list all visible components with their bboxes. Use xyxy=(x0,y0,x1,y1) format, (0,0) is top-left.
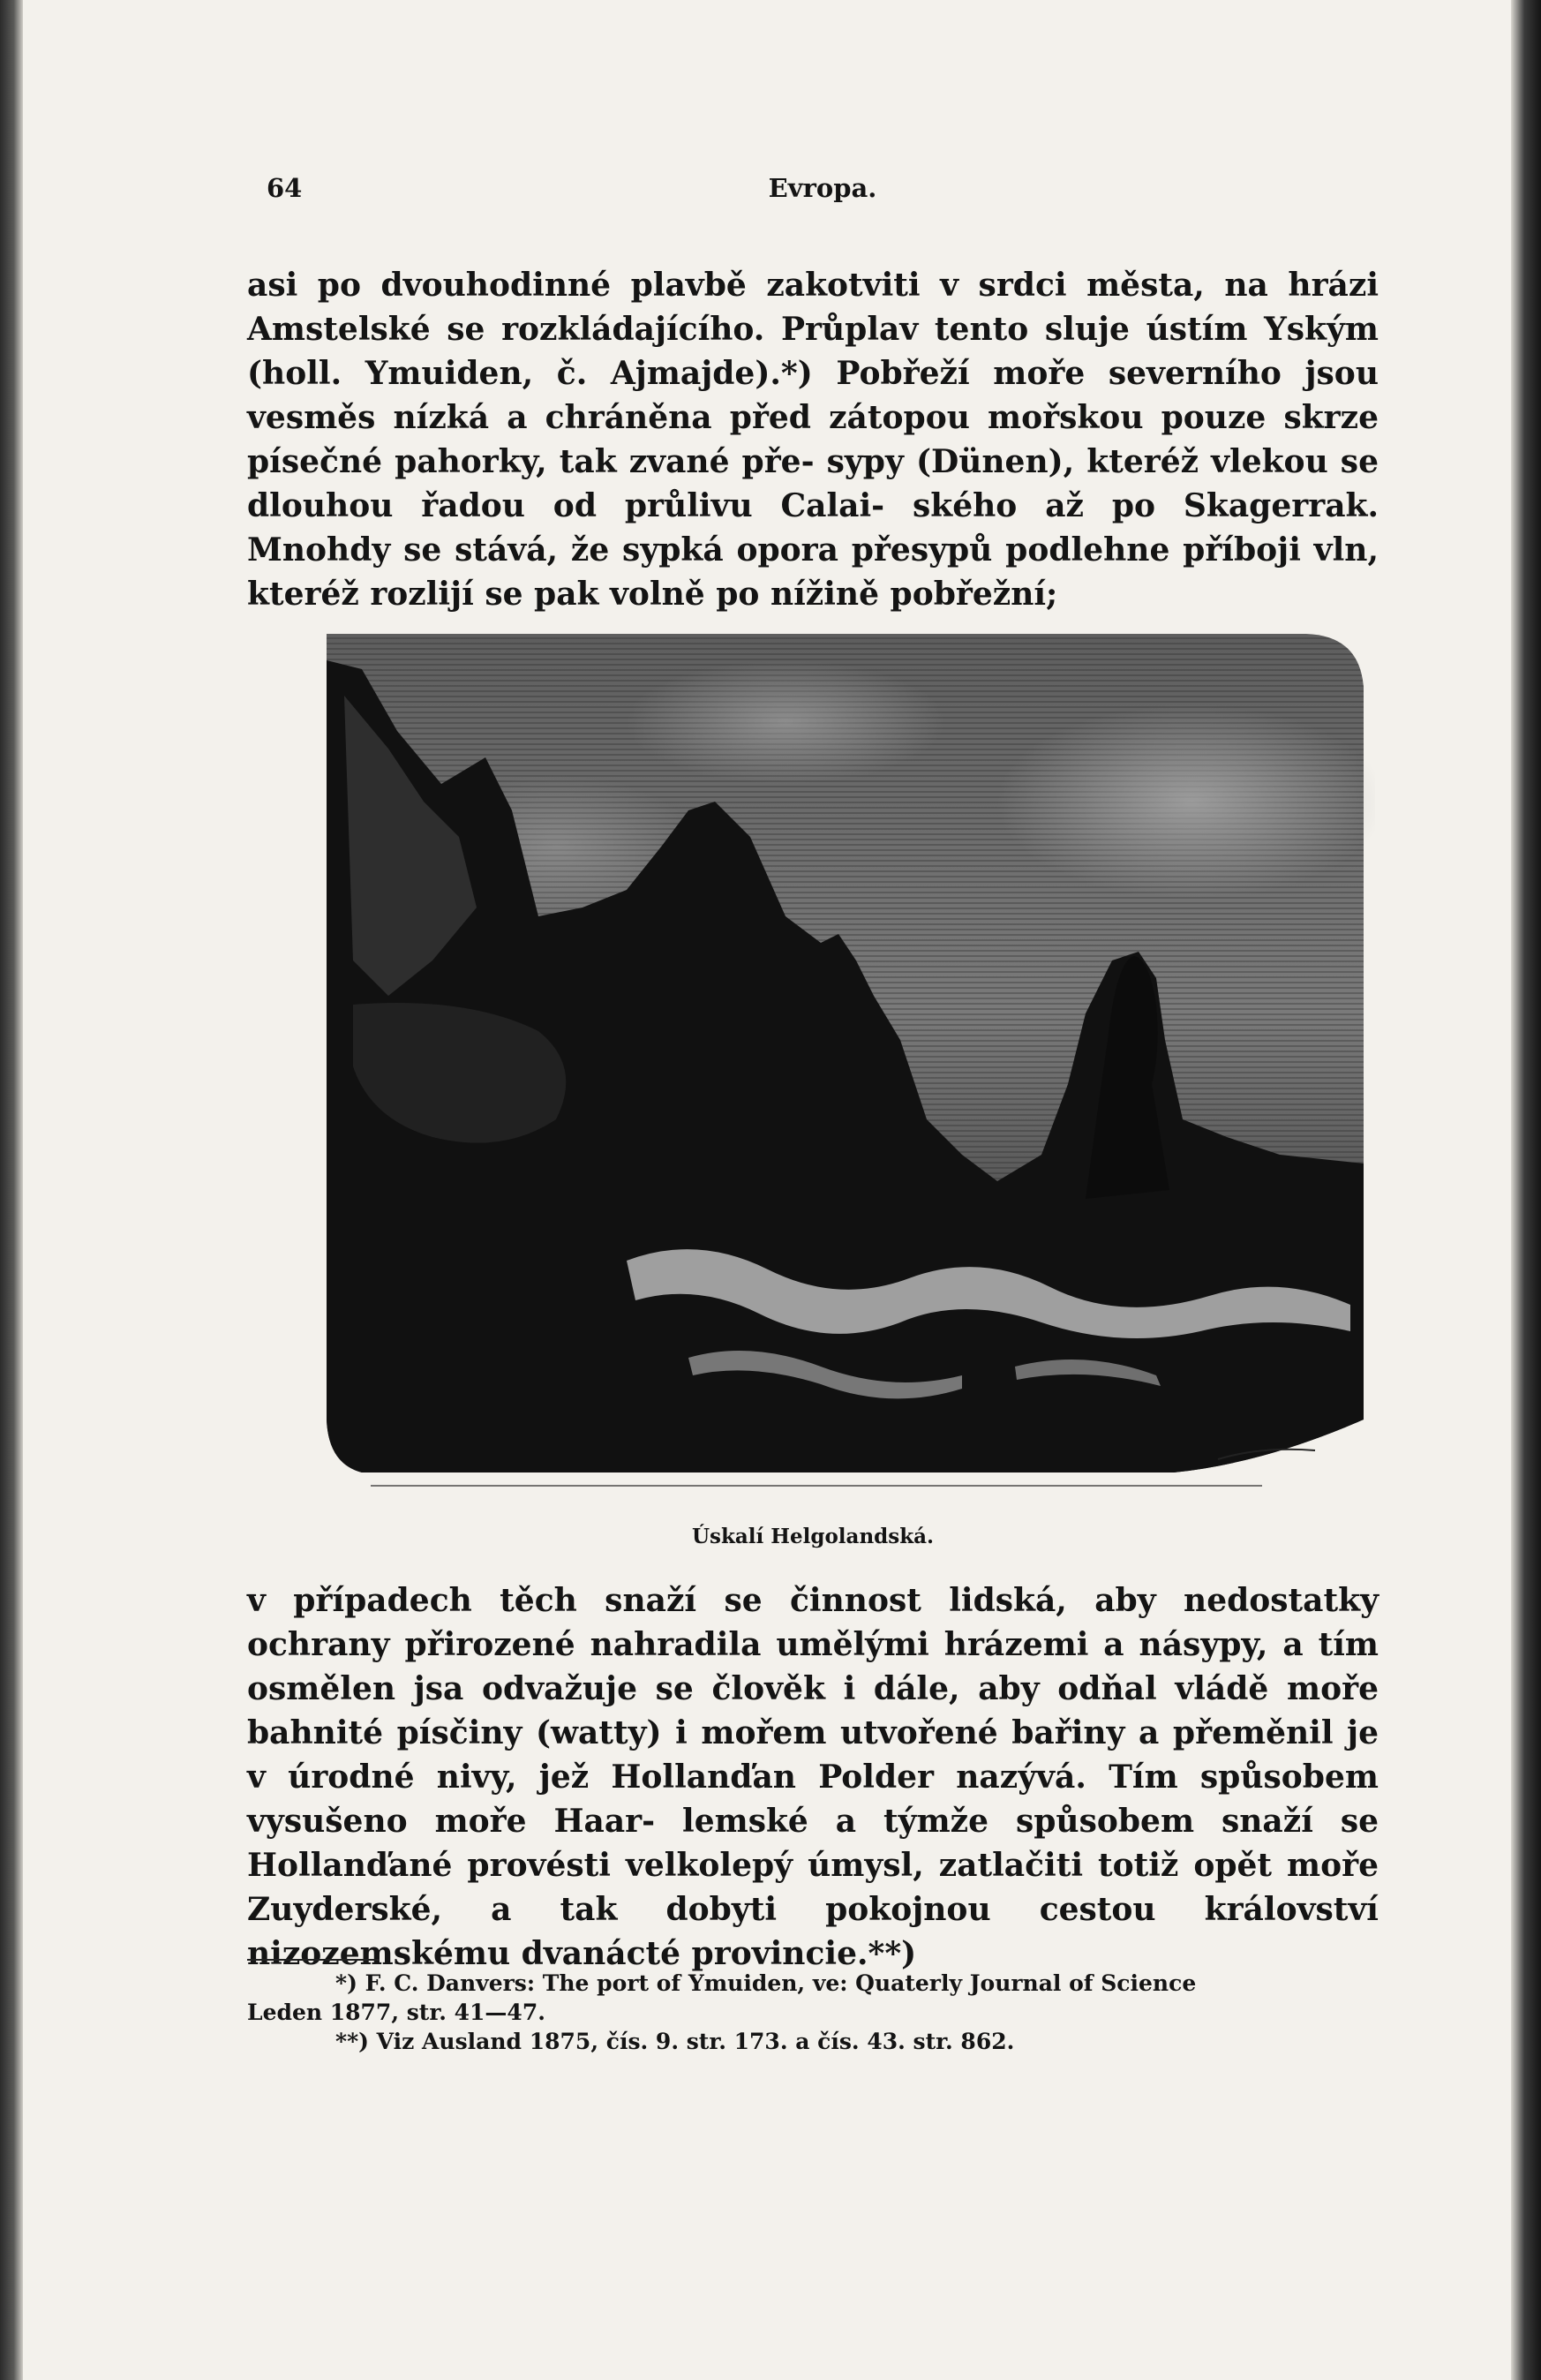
footnote-1-continued: Leden 1877, str. 41—47. xyxy=(247,2000,545,2025)
paragraph-1-line-3: č. Ajmajde).*) Pobřeží moře severního jsou vesměs nízká a chráněna xyxy=(247,355,1379,436)
paragraph-2-line-5: Hollanďan Polder nazývá. Tím spůsobem vysušeno moře Haar- xyxy=(247,1759,1379,1840)
paragraph-1 xyxy=(247,263,1379,613)
paragraph-2-line-2: přirozené nahradila umělými hrázemi a násypy, a tím osmělen jsa xyxy=(247,1626,1379,1707)
scan-shadow-left xyxy=(0,0,23,2380)
engraving-helgoland-cliffs xyxy=(291,625,1375,1497)
paragraph-2-line-3: odvažuje se člověk i dále, aby odňal vládě moře bahnité písčiny xyxy=(247,1670,1379,1751)
paragraph-2-line-4: (watty) i mořem utvořené bařiny a přeměnil je v úrodné nivy, jež xyxy=(247,1714,1379,1796)
book-page xyxy=(247,0,1379,2380)
figure-caption: Úskalí Helgolandská. xyxy=(691,1525,935,1548)
paragraph-2-line-6: lemské a týmže spůsobem snaží se Hollanďané provésti velkolepý xyxy=(247,1803,1379,1884)
paragraph-2-line-1: v případech těch snaží se činnost lidská, aby nedostatky ochrany xyxy=(247,1582,1379,1663)
paragraph-2-line-8: cestou království nizozemskému dvanácté provincie.**) xyxy=(247,1891,1379,1972)
paragraph-1-line-6: ského až po Skagerrak. Mnohdy se stává, že sypká opora přesypů xyxy=(247,487,1379,569)
page-header xyxy=(267,173,1379,208)
paragraph-1-line-4: před zátopou mořskou pouze skrze písečné pahorky, tak zvané pře- xyxy=(247,399,1379,480)
paragraph-2-line-7: úmysl, zatlačiti totiž opět moře Zuyderské, a tak dobyti pokojnou xyxy=(247,1847,1379,1928)
page-number: 64 xyxy=(267,173,303,203)
footnote-rule xyxy=(247,1959,380,1961)
footnotes xyxy=(247,1969,1379,2056)
footnote-2: **) Viz Ausland 1875, čís. 9. str. 173. a čís. 43. str. 862. xyxy=(335,2029,1015,2054)
paragraph-1-line-7: podlehne příboji vln, kteréž rozlijí se pak volně po nížině pobřežní; xyxy=(247,531,1379,613)
footnote-1: *) F. C. Danvers: The port of Ymuiden, ve: Quaterly Journal of Science xyxy=(335,1970,1197,1996)
paragraph-1-line-5: sypy (Dünen), kteréž vlekou se dlouhou řadou od průlivu Calai- xyxy=(247,443,1379,524)
scan-shadow-right xyxy=(1511,0,1541,2380)
paragraph-2 xyxy=(247,1578,1379,1993)
running-title: Evropa. xyxy=(768,173,877,203)
engraving-illustration xyxy=(291,625,1375,1497)
paragraph-1-line-2: se rozkládajícího. Průplav tento sluje ústím Yským (holl. Ymuiden, xyxy=(247,311,1379,392)
paragraph-1-line-1: asi po dvouhodinné plavbě zakotviti v srdci města, na hrázi Amstelské xyxy=(247,267,1379,348)
